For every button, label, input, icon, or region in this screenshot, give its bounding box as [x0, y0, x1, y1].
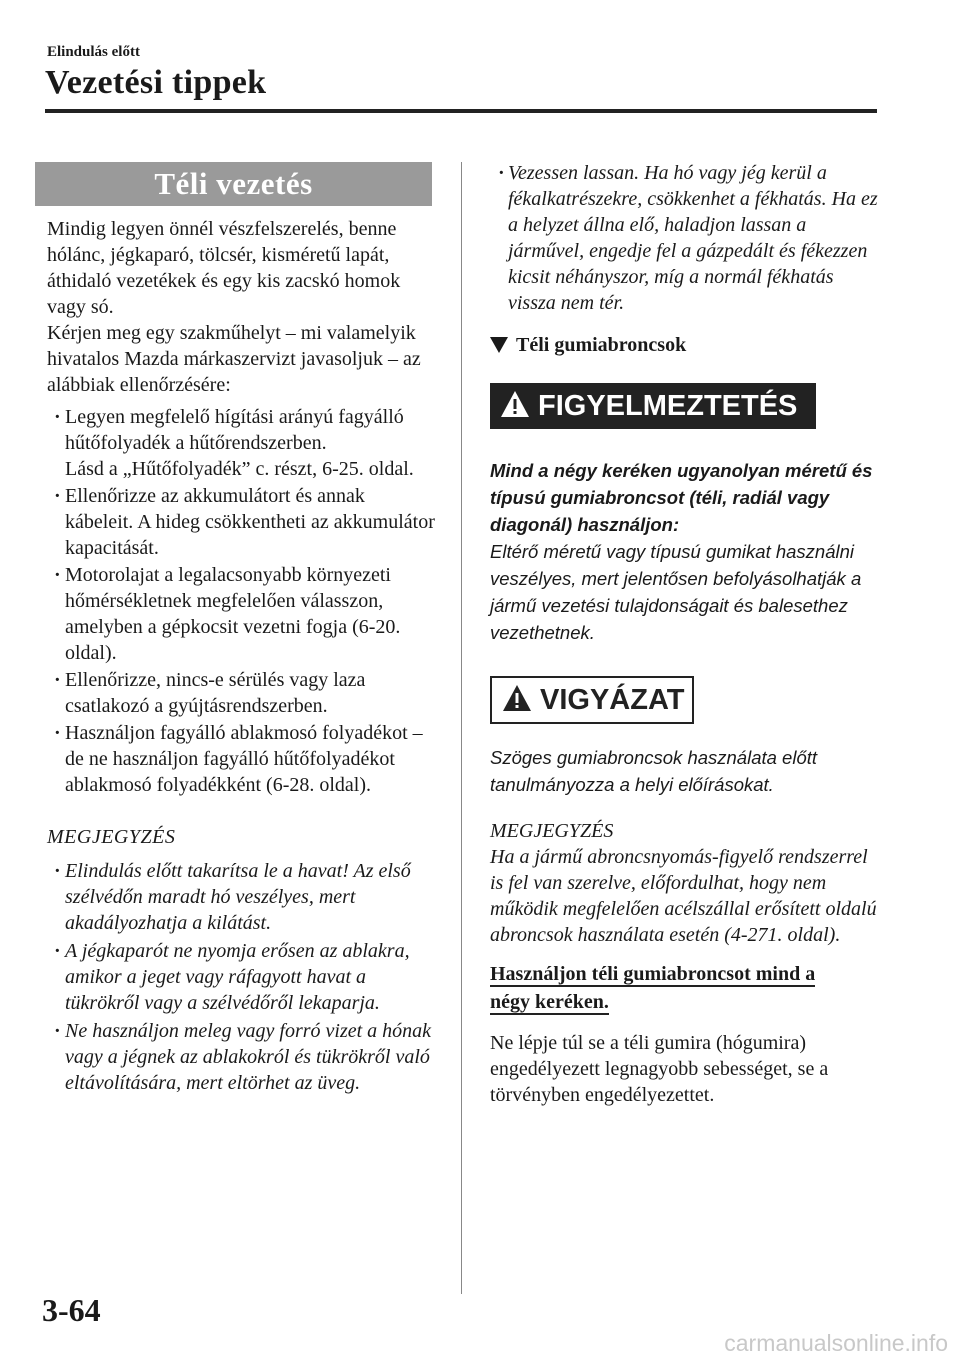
note-list-continued — [490, 160, 880, 316]
list-item: · Ellenőrizze, nincs-e sérülés vagy laza csatlakozó a gyújtásrendszerben. — [54, 669, 366, 717]
intro-paragraph-2: Kérjen meg egy szakműhelyt – mi valamelyik hivatalos Mazda márkaszervizt javasoljuk – az alábbiak ellenőrzésére: — [47, 322, 421, 396]
list-item: · Vezessen lassan. Ha hó vagy jég kerül a fékalkatrészekre, csökkenhet a fékhatás. Ha ez a helyzet állna elő, haladjon lassan a járművel, engedje fel a gázpedált és fékezzen kicsit néhányszor, míg a normál fékhatás vissza nem tér. — [498, 162, 878, 314]
list-item: · Motorolajat a legalacsonyabb környezeti hőmérsékletnek megfelelően válasszon, amelyben a gépkocsit vezetni fogja (6-20. oldal). — [54, 564, 401, 664]
caution-label-box: VIGYÁZAT — [490, 676, 694, 724]
left-column — [35, 162, 435, 1098]
triangle-down-icon — [490, 337, 508, 353]
warning-bold-text: Mind a négy keréken ugyanolyan méretű és típusú gumiabroncsot (téli, radiál vagy diagonál) használjon: — [490, 460, 873, 535]
bullet-icon: · — [54, 564, 61, 586]
intro-paragraph-1: Mindig legyen önnél vészfelszerelés, benne hólánc, jégkaparó, tölcsér, kisméretű lapát, áthidaló vezetékek és egy kis zacskó homok vagy só. — [47, 218, 401, 318]
check-list — [35, 404, 435, 798]
bullet-icon: · — [54, 722, 61, 744]
note-title: MEGJEGYZÉS — [47, 826, 176, 848]
warning-text: Eltérő méretű vagy típusú gumikat használni veszélyes, mert jelentősen befolyásolhatják a jármű vezetési tulajdonságait és balesethez vezethetnek. — [490, 541, 862, 643]
right-column — [490, 160, 880, 1108]
section-banner: Téli vezetés — [35, 162, 432, 206]
list-item: · Ne használjon meleg vagy forró vizet a hónak vagy a jégnek az ablakokról és tükrökről való eltávolítására, mert eltörhet az üveg. — [54, 1020, 432, 1094]
bullet-icon: · — [54, 860, 61, 882]
list-item: · Ellenőrizze az akkumulátort és annak kábeleit. A hideg csökkentheti az akkumulátor kapacitását. — [54, 485, 435, 559]
column-divider — [461, 162, 462, 1294]
bullet-icon: · — [54, 406, 61, 428]
section-header: Elindulás előtt — [47, 44, 140, 60]
page-title: Vezetési tippek — [45, 64, 267, 101]
list-item: · A jégkaparót ne nyomja erősen az ablakra, amikor a jeget vagy ráfagyott havat a tükrökről vagy a szélvédőről lekaparja. — [54, 940, 410, 1014]
subsection-heading: Téli gumiabroncsok — [490, 332, 880, 358]
note-title: MEGJEGYZÉS — [490, 820, 614, 842]
list-item: · Elindulás előtt takarítsa le a havat! Az első szélvédőn maradt hó veszélyes, mert akadályozhatja a kilátást. — [54, 860, 411, 934]
list-item: · Legyen megfelelő hígítási arányú fagyálló hűtőfolyadék a hűtőrendszerben. Lásd a „Hűtőfolyadék” c. részt, 6-25. oldal. — [54, 406, 414, 480]
bullet-icon: · — [54, 669, 61, 691]
bullet-icon: · — [54, 485, 61, 507]
bullet-icon: · — [54, 940, 61, 962]
note-text: Ha a jármű abroncsnyomás-figyelő rendszerrel is fel van szerelve, előfordulhat, hogy nem működik megfelelően acélszállal erősített oldalú abroncsok használata esetén (4-271. oldal). — [490, 846, 877, 946]
warning-triangle-icon — [500, 390, 530, 422]
header-rule — [45, 109, 877, 113]
bullet-icon: · — [54, 1020, 61, 1042]
warning-triangle-icon — [502, 684, 532, 716]
warning-label-box: FIGYELMEZTETÉS — [490, 383, 816, 429]
underlined-heading: Használjon téli gumiabroncsot mind a négy keréken. — [490, 963, 816, 1013]
bullet-icon: · — [498, 162, 505, 184]
note-list — [35, 858, 435, 1096]
reference-text: Lásd a „Hűtőfolyadék” c. részt, 6-25. oldal. — [65, 458, 414, 480]
final-paragraph: Ne lépje túl se a téli gumira (hógumira) engedélyezett legnagyobb sebességet, se a törvényben engedélyezettet. — [490, 1032, 829, 1106]
list-item: · Használjon fagyálló ablakmosó folyadékot – de ne használjon fagyálló hűtőfolyadékot ablakmosó folyadékként (6-28. oldal). — [54, 722, 423, 796]
page-number: 3-64 — [42, 1292, 101, 1328]
watermark: carmanualsonline.info — [724, 1330, 948, 1356]
caution-text: Szöges gumiabroncsok használata előtt tanulmányozza a helyi előírásokat. — [490, 747, 818, 795]
